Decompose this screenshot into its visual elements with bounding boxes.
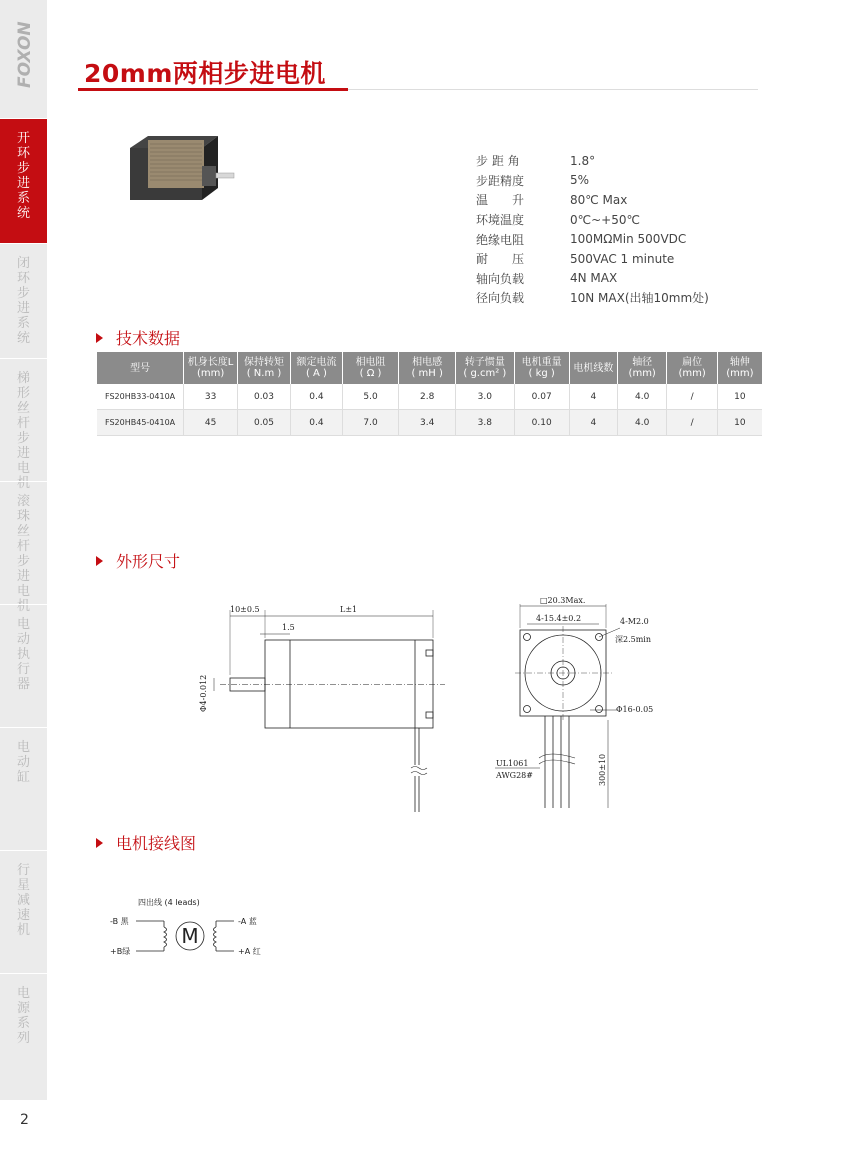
table-cell: 0.07 bbox=[514, 384, 569, 410]
table-header-line1: 转子惯量 bbox=[464, 357, 505, 368]
table-header-line2: (mm) bbox=[196, 368, 225, 379]
tech-data-table bbox=[97, 352, 762, 436]
table-header-line1: 电机重量 bbox=[521, 357, 562, 368]
table-header-line2: ( g.cm² ) bbox=[463, 368, 507, 379]
spec-label: 环境温度 bbox=[476, 213, 525, 228]
dim-lead-length: 300±10 bbox=[598, 753, 607, 786]
table-header-line1: 型号 bbox=[130, 362, 151, 374]
motor-symbol: M bbox=[181, 924, 199, 948]
table-cell: / bbox=[667, 384, 717, 410]
table-cell: FS20HB33-0410A bbox=[97, 384, 184, 410]
spec-value: 10N MAX(出轴10mm处) bbox=[570, 291, 709, 306]
title-divider bbox=[348, 89, 758, 90]
table-cell: / bbox=[667, 410, 717, 436]
sidebar-item-label: 滚珠丝杆步进电机 bbox=[16, 494, 30, 614]
table-cell: 45 bbox=[184, 410, 238, 436]
dim-boss: 1.5 bbox=[282, 623, 295, 632]
spec-row bbox=[476, 229, 709, 249]
wiring-diagram bbox=[110, 890, 290, 965]
triangle-bullet-icon bbox=[96, 838, 103, 848]
table-cell: 3.4 bbox=[399, 410, 456, 436]
table-header-line2: ( A ) bbox=[305, 368, 327, 379]
page-number: 2 bbox=[20, 1112, 29, 1128]
sidebar-item-label: 开环步进系统 bbox=[16, 131, 30, 221]
table-cell: 3.0 bbox=[456, 384, 514, 410]
table-cell: 0.03 bbox=[238, 384, 291, 410]
table-cell: 4 bbox=[569, 384, 617, 410]
dim-shaft-length: 10±0.5 bbox=[230, 605, 260, 614]
table-header bbox=[238, 352, 291, 384]
page-title: 20mm两相步进电机 bbox=[84, 59, 326, 88]
spec-row bbox=[476, 249, 709, 269]
spec-row bbox=[476, 288, 709, 308]
dim-thread: 4-M2.0 bbox=[620, 617, 649, 626]
table-cell: 4.0 bbox=[617, 410, 666, 436]
sidebar-item-label: 电动缸 bbox=[16, 740, 30, 785]
wire-spec-ul: UL1061 bbox=[496, 759, 529, 768]
table-header-line1: 相电感 bbox=[412, 357, 443, 368]
dim-pilot-dia: Φ16-0.05 bbox=[616, 705, 654, 714]
table-row bbox=[97, 384, 762, 410]
spec-label: 温 升 bbox=[476, 193, 525, 208]
table-header-line1: 机身长度L bbox=[187, 357, 234, 368]
table-header-line2: (mm) bbox=[628, 368, 656, 379]
table-cell: 4 bbox=[569, 410, 617, 436]
wire-b-plus: +B绿 bbox=[110, 947, 131, 956]
sidebar-item-1[interactable] bbox=[0, 243, 47, 358]
table-cell: 0.05 bbox=[238, 410, 291, 436]
spec-row bbox=[476, 171, 709, 191]
table-header-line1: 轴径 bbox=[632, 357, 653, 368]
sidebar-item-label: 电动执行器 bbox=[16, 617, 30, 692]
table-header bbox=[184, 352, 238, 384]
spec-value: 1.8° bbox=[570, 153, 596, 168]
sidebar-item-6[interactable] bbox=[0, 850, 47, 973]
table-cell: 33 bbox=[184, 384, 238, 410]
table-header bbox=[717, 352, 762, 384]
motor-photo bbox=[118, 130, 243, 210]
sidebar-item-7[interactable] bbox=[0, 973, 47, 1100]
table-header bbox=[617, 352, 666, 384]
table-cell: FS20HB45-0410A bbox=[97, 410, 184, 436]
table-cell: 0.4 bbox=[290, 384, 342, 410]
table-header-line1: 相电阻 bbox=[355, 357, 386, 368]
table-cell: 7.0 bbox=[342, 410, 398, 436]
spec-value: 4N MAX bbox=[570, 271, 618, 286]
sidebar-item-label: 电源系列 bbox=[16, 986, 30, 1046]
foxon-logo bbox=[10, 20, 38, 90]
spec-value: 0℃~+50℃ bbox=[570, 212, 640, 227]
table-header-line1: 保持转矩 bbox=[244, 357, 284, 368]
dim-hole-spacing: 4-15.4±0.2 bbox=[536, 614, 582, 623]
table-header bbox=[569, 352, 617, 384]
spec-list bbox=[476, 151, 709, 308]
table-header-line2: ( mH ) bbox=[411, 368, 443, 379]
wire-a-minus: -A 蓝 bbox=[238, 917, 257, 926]
wire-spec-awg: AWG28# bbox=[496, 771, 533, 780]
spec-label: 绝缘电阻 bbox=[476, 232, 525, 247]
spec-value: 80℃ Max bbox=[570, 192, 628, 207]
spec-value: 500VAC 1 minute bbox=[570, 251, 675, 266]
spec-value: 5% bbox=[570, 173, 590, 188]
table-cell: 3.8 bbox=[456, 410, 514, 436]
table-cell: 5.0 bbox=[342, 384, 398, 410]
sidebar bbox=[0, 0, 47, 1100]
table-header bbox=[97, 352, 184, 384]
sidebar-item-3[interactable] bbox=[0, 481, 47, 614]
spec-label: 步 距 角 bbox=[476, 154, 520, 169]
table-header bbox=[667, 352, 717, 384]
sidebar-item-2[interactable] bbox=[0, 358, 47, 491]
section-wiring bbox=[96, 831, 196, 854]
dim-shaft-dia: Φ4-0.012 bbox=[199, 674, 208, 712]
spec-label: 耐 压 bbox=[476, 252, 525, 267]
table-header bbox=[342, 352, 398, 384]
dim-flange: □20.3Max. bbox=[540, 596, 586, 605]
spec-label: 轴向负载 bbox=[476, 271, 525, 286]
table-header-line2: ( N.m ) bbox=[246, 368, 282, 379]
spec-row bbox=[476, 210, 709, 230]
table-header bbox=[456, 352, 514, 384]
table-cell: 2.8 bbox=[399, 384, 456, 410]
title-underline bbox=[78, 88, 348, 91]
section-tech-data bbox=[96, 326, 180, 349]
dim-body-length: L±1 bbox=[340, 605, 358, 614]
table-cell: 10 bbox=[717, 384, 762, 410]
table-header bbox=[399, 352, 456, 384]
side-view bbox=[214, 610, 445, 812]
table-header-line2: ( kg ) bbox=[528, 368, 555, 379]
table-cell: 0.10 bbox=[514, 410, 569, 436]
table-row bbox=[97, 410, 762, 436]
table-header-line2: ( Ω ) bbox=[359, 368, 382, 379]
section-wiring-title: 电机接线图 bbox=[116, 834, 197, 853]
table-header bbox=[290, 352, 342, 384]
triangle-bullet-icon bbox=[96, 556, 103, 566]
sidebar-item-label: 梯形丝杆步进电机 bbox=[16, 371, 30, 491]
table-cell: 0.4 bbox=[290, 410, 342, 436]
brand-text: FOXON bbox=[15, 21, 35, 88]
table-header-line1: 轴伸 bbox=[729, 357, 750, 368]
wire-a-plus: +A 红 bbox=[238, 947, 261, 956]
sidebar-item-label: 闭环步进系统 bbox=[16, 256, 30, 346]
table-header-line1: 电机线数 bbox=[573, 362, 614, 374]
spec-value: 100MΩMin 500VDC bbox=[570, 232, 687, 247]
dimension-drawing bbox=[190, 590, 670, 825]
table-header-line1: 额定电流 bbox=[296, 357, 337, 368]
table-header-line2: (mm) bbox=[678, 368, 706, 379]
wiring-title: 四出线 (4 leads) bbox=[138, 898, 200, 907]
table-header-line1: 扁位 bbox=[682, 357, 703, 368]
section-dimensions bbox=[96, 549, 180, 572]
spec-row bbox=[476, 151, 709, 171]
table-cell: 10 bbox=[717, 410, 762, 436]
wire-b-minus: -B 黑 bbox=[110, 917, 129, 926]
section-dimensions-title: 外形尺寸 bbox=[116, 552, 181, 571]
spec-row bbox=[476, 269, 709, 289]
sidebar-item-label: 行星减速机 bbox=[16, 863, 30, 938]
table-header-line2: (mm) bbox=[726, 368, 754, 379]
dim-thread-depth: 深2.5min bbox=[615, 635, 652, 644]
spec-row bbox=[476, 190, 709, 210]
sidebar-item-0[interactable] bbox=[0, 118, 47, 243]
spec-label: 步距精度 bbox=[476, 173, 525, 188]
table-cell: 4.0 bbox=[617, 384, 666, 410]
sidebar-item-5[interactable] bbox=[0, 727, 47, 850]
table-header bbox=[514, 352, 569, 384]
section-tech-data-title: 技术数据 bbox=[116, 329, 181, 348]
sidebar-item-4[interactable] bbox=[0, 604, 47, 727]
spec-label: 径向负载 bbox=[476, 291, 525, 306]
triangle-bullet-icon bbox=[96, 333, 103, 343]
